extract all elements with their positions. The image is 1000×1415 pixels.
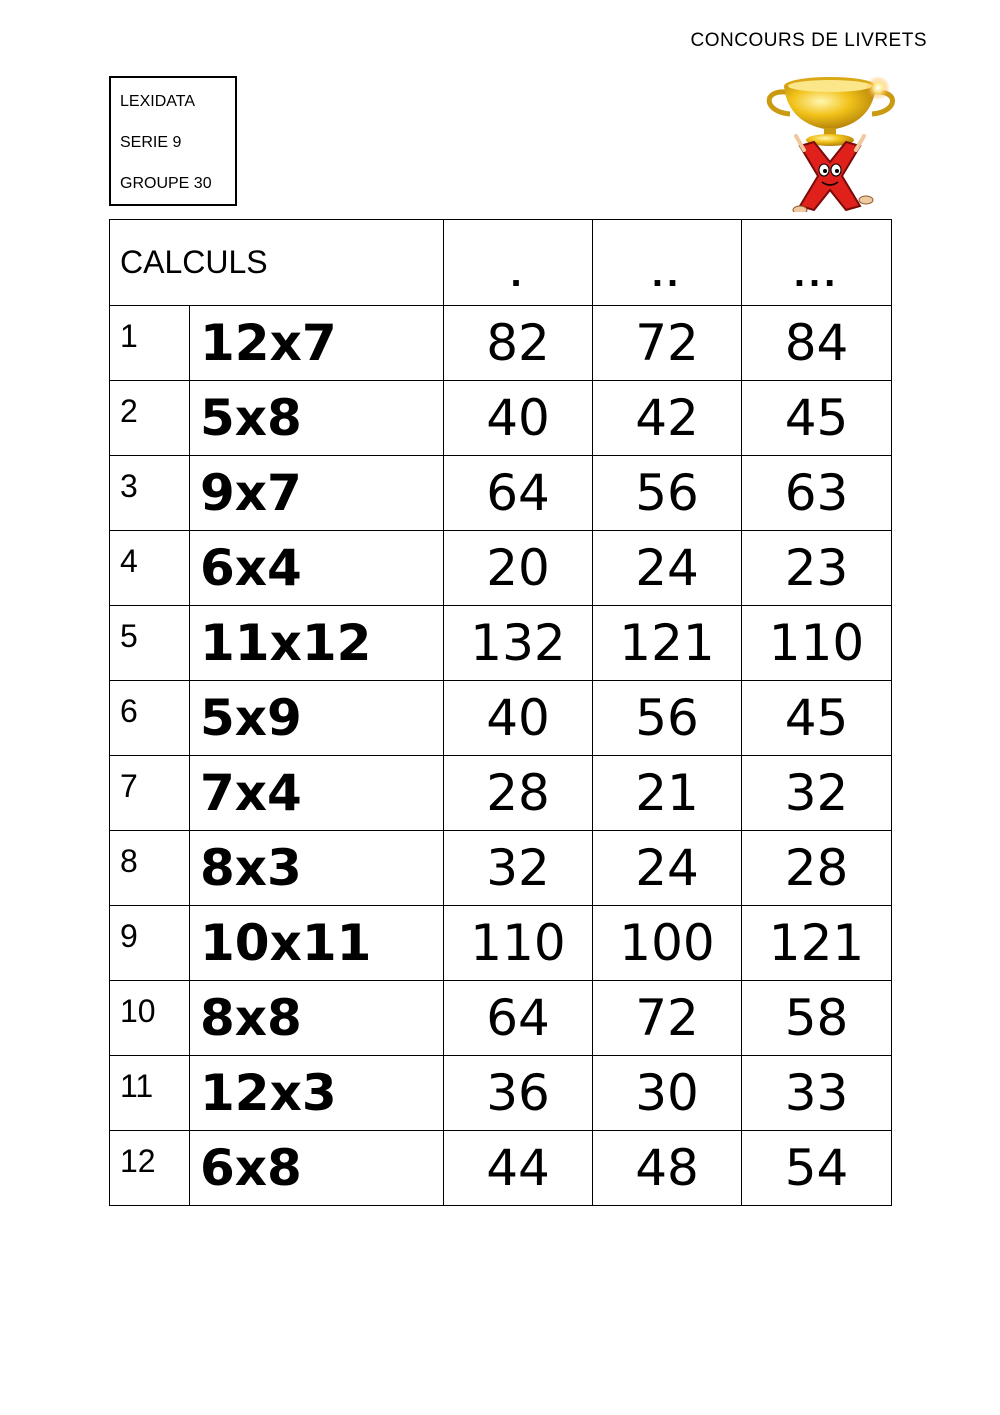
answer-option-3[interactable]: 110 bbox=[742, 606, 892, 681]
calculs-table bbox=[109, 219, 892, 1206]
answer-option-3[interactable]: 84 bbox=[742, 306, 892, 381]
answer-option-1[interactable]: 36 bbox=[444, 1056, 593, 1131]
answer-option-1[interactable]: 82 bbox=[444, 306, 593, 381]
table-row bbox=[110, 1131, 892, 1206]
calculation: 12x3 bbox=[190, 1056, 444, 1131]
answer-option-2[interactable]: 100 bbox=[593, 906, 742, 981]
row-number: 3 bbox=[110, 456, 190, 531]
answer-option-1[interactable]: 110 bbox=[444, 906, 593, 981]
answer-option-2[interactable]: 24 bbox=[593, 531, 742, 606]
row-number: 10 bbox=[110, 981, 190, 1056]
answer-option-3[interactable]: 121 bbox=[742, 906, 892, 981]
page-title: CONCOURS DE LIVRETS bbox=[690, 30, 927, 51]
calculation: 10x11 bbox=[190, 906, 444, 981]
calculation: 6x8 bbox=[190, 1131, 444, 1206]
calculation: 6x4 bbox=[190, 531, 444, 606]
answer-option-2[interactable]: 24 bbox=[593, 831, 742, 906]
answer-option-3[interactable]: 63 bbox=[742, 456, 892, 531]
calculation: 12x7 bbox=[190, 306, 444, 381]
table-row bbox=[110, 756, 892, 831]
table-row bbox=[110, 531, 892, 606]
row-number: 6 bbox=[110, 681, 190, 756]
trophy-mascot-icon bbox=[760, 72, 930, 212]
table-row bbox=[110, 681, 892, 756]
calculation: 8x8 bbox=[190, 981, 444, 1056]
info-line-groupe: GROUPE 30 bbox=[120, 175, 212, 192]
table-row bbox=[110, 381, 892, 456]
calculation: 9x7 bbox=[190, 456, 444, 531]
table-row bbox=[110, 1056, 892, 1131]
answer-option-3[interactable]: 45 bbox=[742, 381, 892, 456]
row-number: 11 bbox=[110, 1056, 190, 1131]
row-number: 2 bbox=[110, 381, 190, 456]
table-row bbox=[110, 981, 892, 1056]
answer-option-1[interactable]: 44 bbox=[444, 1131, 593, 1206]
table-row bbox=[110, 906, 892, 981]
row-number: 7 bbox=[110, 756, 190, 831]
info-box bbox=[109, 76, 237, 206]
calculation: 11x12 bbox=[190, 606, 444, 681]
answer-option-1[interactable]: 28 bbox=[444, 756, 593, 831]
table-row bbox=[110, 306, 892, 381]
calculation: 7x4 bbox=[190, 756, 444, 831]
answer-option-3[interactable]: 33 bbox=[742, 1056, 892, 1131]
info-line-serie: SERIE 9 bbox=[120, 134, 182, 151]
row-number: 1 bbox=[110, 306, 190, 381]
answer-option-3[interactable]: 54 bbox=[742, 1131, 892, 1206]
table-row bbox=[110, 606, 892, 681]
answer-option-2[interactable]: 72 bbox=[593, 981, 742, 1056]
row-number: 4 bbox=[110, 531, 190, 606]
row-number: 9 bbox=[110, 906, 190, 981]
row-number: 5 bbox=[110, 606, 190, 681]
calculation: 8x3 bbox=[190, 831, 444, 906]
column-mark-2: .. bbox=[593, 220, 742, 306]
answer-option-2[interactable]: 42 bbox=[593, 381, 742, 456]
table-row bbox=[110, 456, 892, 531]
row-number: 12 bbox=[110, 1131, 190, 1206]
answer-option-1[interactable]: 64 bbox=[444, 981, 593, 1056]
answer-option-2[interactable]: 56 bbox=[593, 456, 742, 531]
answer-option-2[interactable]: 72 bbox=[593, 306, 742, 381]
answer-option-2[interactable]: 30 bbox=[593, 1056, 742, 1131]
answer-option-1[interactable]: 32 bbox=[444, 831, 593, 906]
calculation: 5x8 bbox=[190, 381, 444, 456]
table-row bbox=[110, 831, 892, 906]
table-header-row bbox=[110, 220, 892, 306]
column-mark-3: ... bbox=[742, 220, 892, 306]
answer-option-1[interactable]: 20 bbox=[444, 531, 593, 606]
answer-option-3[interactable]: 32 bbox=[742, 756, 892, 831]
answer-option-1[interactable]: 40 bbox=[444, 681, 593, 756]
answer-option-2[interactable]: 56 bbox=[593, 681, 742, 756]
answer-option-2[interactable]: 121 bbox=[593, 606, 742, 681]
answer-option-2[interactable]: 48 bbox=[593, 1131, 742, 1206]
answer-option-3[interactable]: 58 bbox=[742, 981, 892, 1056]
table-heading: CALCULS bbox=[110, 220, 444, 306]
answer-option-1[interactable]: 132 bbox=[444, 606, 593, 681]
info-line-lexidata: LEXIDATA bbox=[120, 93, 195, 110]
calculation: 5x9 bbox=[190, 681, 444, 756]
answer-option-3[interactable]: 28 bbox=[742, 831, 892, 906]
answer-option-1[interactable]: 40 bbox=[444, 381, 593, 456]
answer-option-3[interactable]: 23 bbox=[742, 531, 892, 606]
answer-option-3[interactable]: 45 bbox=[742, 681, 892, 756]
answer-option-2[interactable]: 21 bbox=[593, 756, 742, 831]
answer-option-1[interactable]: 64 bbox=[444, 456, 593, 531]
row-number: 8 bbox=[110, 831, 190, 906]
column-mark-1: . bbox=[444, 220, 593, 306]
